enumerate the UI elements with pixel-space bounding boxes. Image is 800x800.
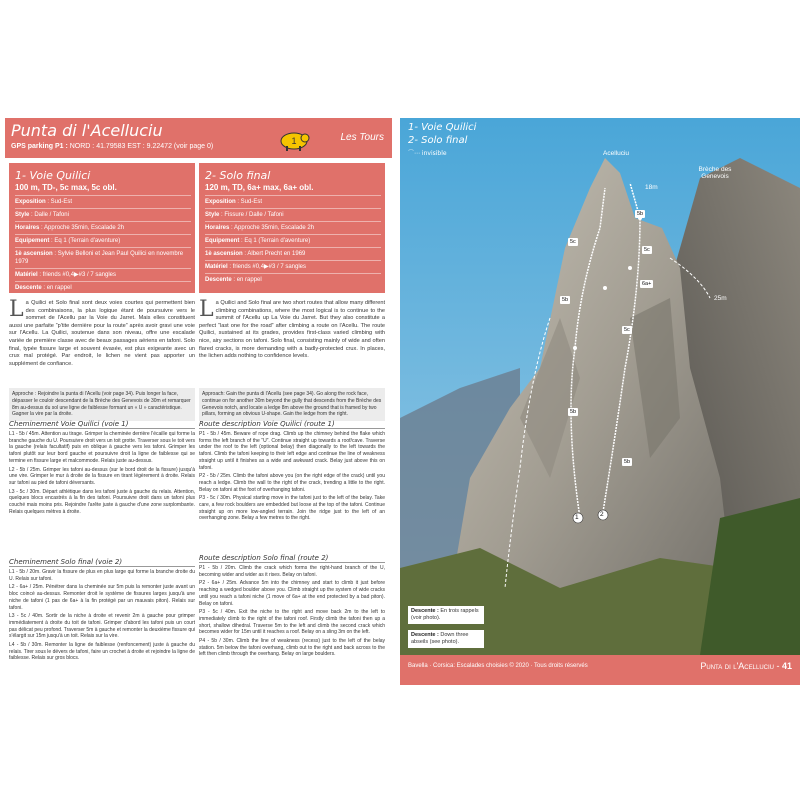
intro-en xyxy=(199,297,385,361)
intro-fr-text: a Quilici et Solo final sont deux voies courtes qui permettent bien des combinaisons, la plus logique étant de poursuivre vers le sommet de l'Acellu par la Voie du Jarret. Mais elles constituent aussi une parfaite “p'tite dernière pour la route” après avoir gravi une voie sur l'Acellu. La Quilici, soutenue dans son niveau, offre une escalade variée de première classe avec de beaux passages aériens en tafoni. Solo final, typée fissure large et souvent évasée, est plus exigeante avec un crux mal protégé. Par endroit, le lichen ne vient pas apporter un supplément de confiance. xyxy=(9,300,195,367)
info-row xyxy=(15,281,191,294)
section-name: Les Tours xyxy=(340,132,384,143)
info-row xyxy=(205,208,381,221)
info-row xyxy=(205,247,381,260)
pitch-paragraph: P3 - 5c / 30m. Physical starting move in the tafoni just to the left of the belay. Take care, a few rock boulders are embedded but loose at the top of the tafoni. Continue straight up on more low-angled terrain. Join the ridge just to the left of an overhanging zone. Belay a few metres to the right. xyxy=(199,495,385,522)
pitch-grade: 5b xyxy=(570,409,577,415)
info-value: : friends #0,4▶#3 / 7 sangles xyxy=(37,272,117,278)
info-key: Equipement xyxy=(15,238,50,244)
page-number: 41 xyxy=(781,661,792,671)
descent-fr-text: En trois rappels (voir photo). xyxy=(411,608,479,621)
info-value: : Eq 1 (Terrain d'aventure) xyxy=(49,238,121,244)
info-key: Horaires xyxy=(15,225,40,231)
info-row xyxy=(15,268,191,281)
route1-info-box xyxy=(9,163,195,293)
info-key: Exposition xyxy=(205,199,236,205)
info-value: : Albert Precht en 1969 xyxy=(242,251,306,257)
label-18m: 18m xyxy=(645,184,658,191)
approach-en: Approach: Gain the punta di l'Acellu (see page 34). Go along the rock face, continue on for another 30m beyond the gully that descends from the Brèche des Genevois notch, and locate a ledge 8m above the ground that is framed by two pillars, forming an obvious U-shape. Gain the ledge from the right. xyxy=(199,388,385,421)
pitch-paragraph: L3 - 5c / 30m. Départ athlétique dans les tafoni juste à gauche du relais. Attention, quelques blocs encastrés à la fin des tafoni. Poursuivre droit dans un tafoni plus couché mais moins pris. Rejoindre l'arête juste à gauche d'une zone surplombante. Relais quelques mètres à droite. xyxy=(9,488,195,515)
info-row xyxy=(205,260,381,273)
route2-summary: 120 m, TD, 6a+ max, 6a+ obl. xyxy=(205,183,314,192)
gps-info xyxy=(11,143,213,150)
info-value: : Approche 35min, Escalade 2h xyxy=(39,225,125,231)
pitch-grade: 5b xyxy=(624,459,631,465)
route2-title: 2- Solo final xyxy=(205,169,271,182)
descent-en-text: Down three abseils (see photo). xyxy=(411,632,469,645)
pitch-paragraph: L2 - 5b / 25m. Grimper les tafoni au-dessus (sur le bord droit de la fissure) jusqu'à une vire. Grimper le mur à droite de la fissure en tirant légèrement à droite. Relais sur tafoni au pied de tafoni déversants. xyxy=(9,466,195,486)
label-notch: Brèche des Genevois xyxy=(698,166,732,180)
info-key: Equipement xyxy=(205,238,240,244)
start-marker-2: 2 xyxy=(600,511,604,518)
pitch-grade: 6a+ xyxy=(642,281,652,287)
start-marker-1: 1 xyxy=(575,514,579,521)
info-row xyxy=(15,195,191,208)
legend-invisible: ⌒⋯ invisible xyxy=(408,150,447,157)
descent-en xyxy=(408,630,484,648)
intro-fr xyxy=(9,297,195,368)
info-value: : friends #0,4▶#3 / 7 sangles xyxy=(227,264,307,270)
pitch-paragraph: P1 - 5b / 20m. Climb the crack which forms the right-hand branch of the U, becoming wider and wider as it rises. Belay on tafoni. xyxy=(199,565,385,578)
rock-face-photo xyxy=(400,118,800,655)
route1-summary: 100 m, TD-, 5c max, 5c obl. xyxy=(15,183,117,192)
pitch-grade: 5c xyxy=(624,327,630,333)
route1-rows xyxy=(9,195,195,294)
intro-en-text: a Quilici and Solo final are two short routes that allow many different climbing combinations, where the most logical is to continue to the summit of l'Acellu up La Voie du Jarret. But they also constitute a perfect “last one for the road” after climbing a route on l'Acellu. The route Quilici, sustained at its grades, provides first-class varied climbing with nice, airy sections on tafoni. Solo final, consisting mainly of wide and often flared cracks, is more demanding with a badly-protected crux. In places, the lichen adds nothing to confidence levels. xyxy=(199,300,385,360)
info-key: Style xyxy=(15,212,30,218)
legend-route1: 1- Voie Quilici xyxy=(408,122,477,133)
info-row xyxy=(205,234,381,247)
heading-solo-final-en: Route description Solo final (route 2) xyxy=(199,554,385,563)
left-page xyxy=(5,118,392,685)
gps-coords: NORD : 41.79583 EST : 9.22472 (voir page 0) xyxy=(69,143,214,150)
info-value: : Sud-Est xyxy=(45,199,73,205)
info-key: Matériel xyxy=(15,272,38,278)
boar-badge-icon xyxy=(277,127,311,151)
badge-number: 1 xyxy=(291,136,297,146)
route2-rows xyxy=(199,195,385,286)
drop-cap: L xyxy=(199,297,214,322)
info-row xyxy=(15,208,191,221)
pitch-paragraph: L4 - 5b / 30m. Remonter la ligne de faiblesse (renfoncement) juste à gauche du relais. Tirer sous le dévers de tafoni, faire un crochet à droite et rejoindre la ligne de faiblesse. Relais sur gros blocs. xyxy=(9,642,195,662)
pitch-paragraph: L2 - 6a+ / 25m. Pénétrer dans la cheminée sur 5m puis la remonter juste avant un bloc coincé au-dessus. Remonter droit le système de fissures larges jusqu'à une niche de tafoni (1 pas de 6a+ à la fin protégé par un mauvais piton). Relais sur tafoni. xyxy=(9,584,195,611)
legend-route2: 2- Solo final xyxy=(408,135,468,146)
pitch-paragraph: P1 - 5b / 45m. Beware of rope drag. Climb up the chimney behind the flake which forms the left branch of the “U”. Continue straight up towards a roof/cave. Traverse under the roof to the left (optional belay) then diagonally to the left towards the tafoni. Climb the tafoni keeping to their left edge and continue the line of weakness straight up until it finishes as a wide and awkward crack. Belay just above this on tafoni. xyxy=(199,431,385,471)
info-value: : Approche 35min, Escalade 2h xyxy=(229,225,315,231)
pitches-solo-final-fr xyxy=(9,569,195,664)
pitch-paragraph: P3 - 5c / 40m. Exit the niche to the right and move back 2m to the left to immediately climb to the right of the tafoni roof. Firstly climb the tafoni then up a short, shallow dihedral. Traverse 5m to the left and climb the second crack which becomes wider for 15m until it reaches a roof. Belay on a sling 3m on the left. xyxy=(199,609,385,636)
pitch-grade: 5b xyxy=(637,211,644,217)
route2-info-box xyxy=(199,163,385,293)
heading-voie-quilici-en: Route description Voie Quilici (route 1) xyxy=(199,420,385,429)
pitches-solo-final-en xyxy=(199,565,385,660)
page-title: Punta di l'Acelluciu xyxy=(11,121,163,140)
pitch-grade: 5b xyxy=(562,297,569,303)
info-key: Matériel xyxy=(205,264,228,270)
info-value: : Sylvie Belloni et Jean Paul Quilici en novembre 1979 xyxy=(15,251,184,265)
info-key: Descente xyxy=(205,277,232,283)
info-key: Descente xyxy=(15,285,42,291)
pitch-paragraph: P2 - 6a+ / 25m. Advance 5m into the chimney and start to climb it just before reaching a wedged boulder above you. Climb straight up the system of wide cracks until you reach a tafoni niche (1 move of 6a+ at the end protected by a bad piton). Belay on tafoni. xyxy=(199,580,385,607)
info-key: Exposition xyxy=(15,199,46,205)
pitch-paragraph: L1 - 5b / 20m. Gravir la fissure de plus en plus large qui forme la branche droite du U. Relais sur tafoni. xyxy=(9,569,195,582)
descent-fr xyxy=(408,606,484,624)
label-25m: 25m xyxy=(714,295,727,302)
info-row xyxy=(205,273,381,286)
info-key: 1è ascension xyxy=(205,251,243,257)
info-value: : Fissure / Dalle / Tafoni xyxy=(219,212,284,218)
route-topo-photo xyxy=(400,118,800,655)
label-peak: Acelluciu xyxy=(603,150,630,157)
info-row xyxy=(15,234,191,247)
info-value: : Dalle / Tafoni xyxy=(29,212,69,218)
info-value: : Sud-Est xyxy=(235,199,263,205)
route-legend xyxy=(408,121,476,160)
info-value: : Eq 1 (Terrain d'aventure) xyxy=(239,238,311,244)
heading-voie-quilici-fr: Cheminement Voie Quilici (voie 1) xyxy=(9,420,195,429)
pitches-voie-quilici-en xyxy=(199,431,385,524)
drop-cap: L xyxy=(9,297,24,322)
pitch-paragraph: L1 - 5b / 45m. Attention au tirage. Grimper la cheminée derrière l'écaille qui forme la branche gauche du U. Poursuivre droit vers un toit grotte. Traverser sous le toit vers la gauche (relais facultatif) puis en oblique à gauche vers les tafoni. Grimper les tafoni plutôt sur leur bord gauche et poursuivre droit la ligne de faiblesse qui se termine en fissure large et malcommode. Relais juste au-dessus. xyxy=(9,431,195,464)
page-footer xyxy=(400,655,800,685)
footer-title: Punta di l'Acelluciu - 41 xyxy=(700,661,792,671)
pitch-paragraph: L3 - 5c / 40m. Sortir de la niche à droite et revenir 2m à gauche pour grimper immédiatement à droite du toit de tafoni. Grimper d'abord les tafoni puis un court pas délicat peu profond. Traverser 5m à gauche et remonter la deuxième fissure qui s'élargit sur 15m jusqu'à un toit. Relais sur la vire. xyxy=(9,613,195,640)
right-page xyxy=(400,118,800,685)
info-key: Horaires xyxy=(205,225,230,231)
page-header xyxy=(5,118,392,158)
info-key: 1è ascension xyxy=(15,251,53,257)
info-value: : en rappel xyxy=(41,285,72,291)
info-row xyxy=(15,247,191,268)
approach-fr: Approche : Rejoindre la punta di l'Acellu (voir page 34). Puis longer la face, dépasser le couloir descendant de la Brèche des Genevois de 30m et remarquer 8m au-dessus du sol une ligne de faiblesse formant un « U » caractéristique. Gagner la vire par la droite. xyxy=(9,388,195,421)
info-row xyxy=(205,195,381,208)
route1-title: 1- Voie Quilici xyxy=(15,169,91,182)
info-row xyxy=(205,221,381,234)
pitch-paragraph: P4 - 5b / 30m. Climb the line of weakness (recess) just to the left of the belay station. 5m below the tafoni overhang, climb out to the right and back across to the left then climb through the overhang. Belay on large boulders. xyxy=(199,638,385,658)
pitch-paragraph: P2 - 5b / 25m. Climb the tafoni above you (on the right edge of the crack) until you reach a ledge. Climb the wall to the right of the crack, trending a little to the right. Belay on tafoni at the foot of overhanging tafoni. xyxy=(199,473,385,493)
info-value: : en rappel xyxy=(231,277,262,283)
pitches-voie-quilici-fr xyxy=(9,431,195,517)
gps-label: GPS parking P1 : xyxy=(11,143,68,150)
descent-fr-label: Descente : xyxy=(411,608,439,614)
info-key: Style xyxy=(205,212,220,218)
info-row xyxy=(15,221,191,234)
footer-copyright: Bavella · Corsica: Escalades choisies © 2020 · Tous droits réservés xyxy=(408,663,588,669)
footer-page-title: Punta di l'Acelluciu xyxy=(700,661,774,671)
descent-en-label: Descente : xyxy=(411,632,439,638)
pitch-grade: 5c xyxy=(570,239,576,245)
pitch-grade: 5c xyxy=(644,247,650,253)
heading-solo-final-fr: Cheminement Solo final (voie 2) xyxy=(9,558,195,567)
